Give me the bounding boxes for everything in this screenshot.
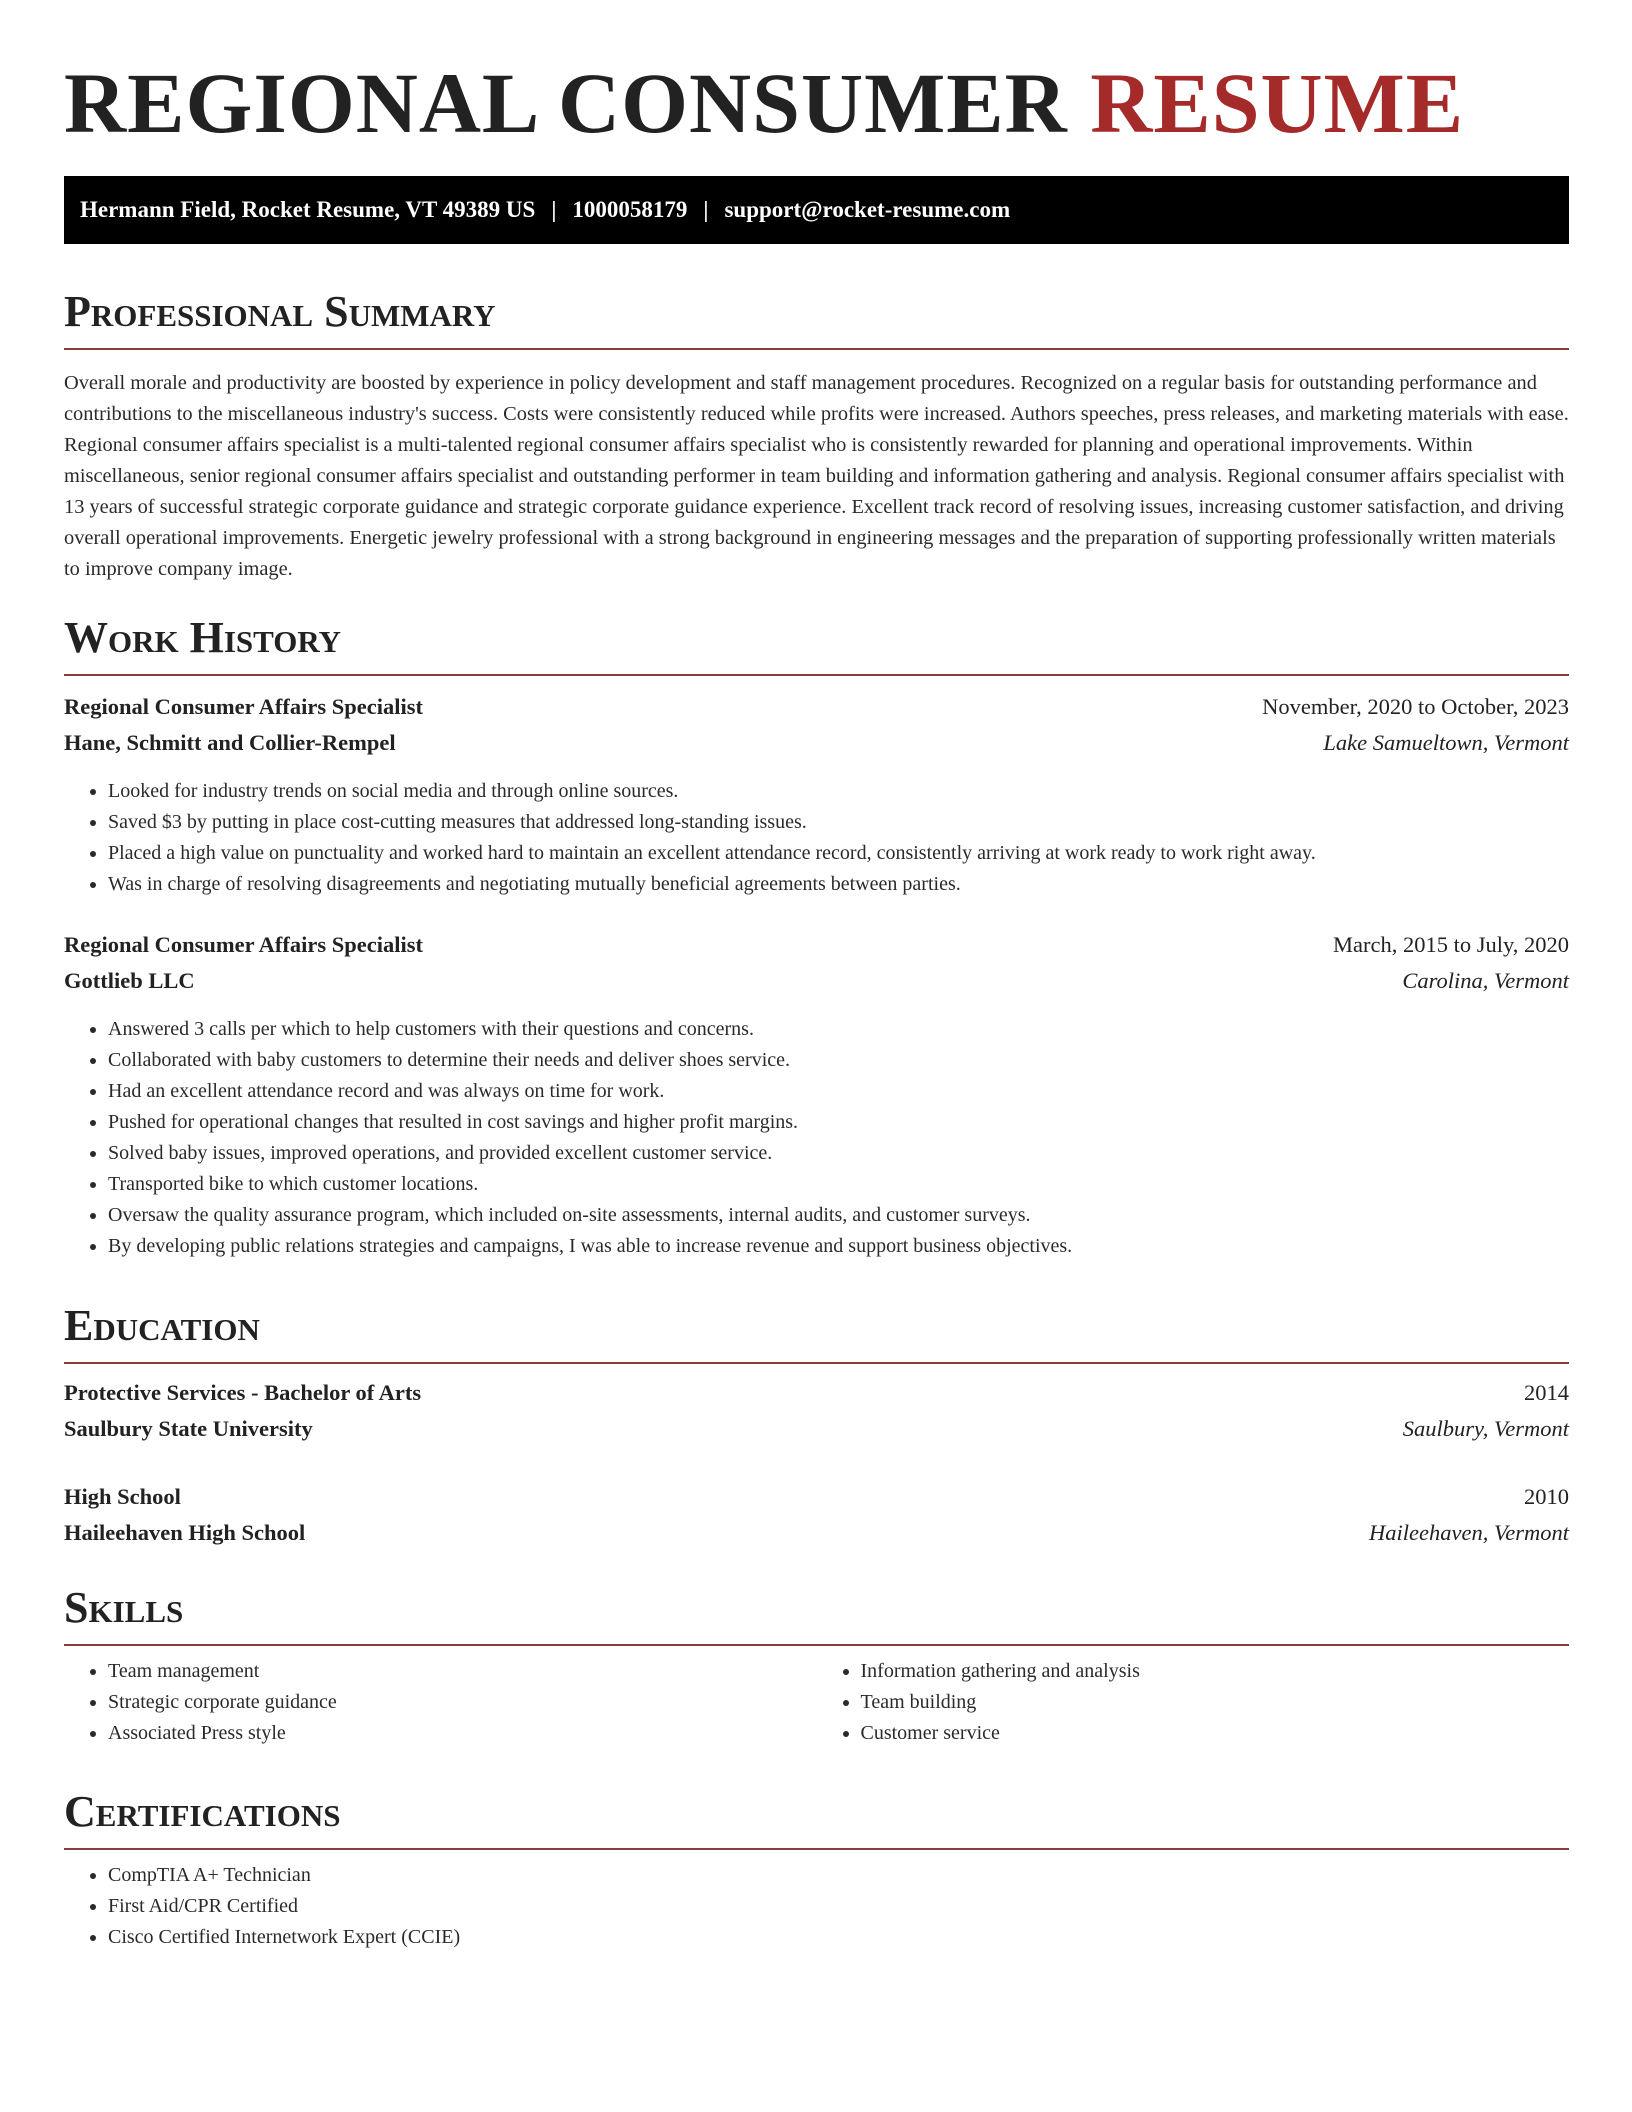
contact-bar	[64, 176, 1569, 244]
job-bullet: • Was in charge of resolving disagreements and negotiating mutually beneficial agreements between parties.	[108, 869, 1569, 900]
job-bullet: • Saved $3 by putting in place cost-cutting measures that addressed long-standing issues.	[108, 807, 1569, 838]
title-main: REGIONAL CONSUMER	[64, 55, 1068, 151]
job-location: Lake Samueltown, Vermont	[1323, 730, 1569, 755]
job-dates: November, 2020 to October, 2023	[1262, 694, 1569, 719]
job-bullet: • By developing public relations strategies and campaigns, I was able to increase revenue and support business objectives.	[108, 1231, 1569, 1262]
job-entry	[64, 932, 1569, 1262]
job-company-row	[64, 730, 1569, 766]
job-dates: March, 2015 to July, 2020	[1332, 932, 1569, 957]
job-bullets	[64, 1014, 1569, 1262]
job-company: Hane, Schmitt and Collier-Rempel	[64, 730, 396, 755]
contact-address: Hermann Field, Rocket Resume, VT 49389 US	[80, 197, 536, 222]
education-entry	[64, 1380, 1569, 1452]
education-year: 2014	[1524, 1380, 1569, 1405]
contact-separator: |	[703, 197, 709, 222]
job-title: Regional Consumer Affairs Specialist	[64, 932, 423, 957]
education-school-row	[64, 1520, 1569, 1556]
work-history-section	[64, 612, 1569, 1262]
job-bullet: • Collaborated with baby customers to determine their needs and deliver shoes service.	[108, 1045, 1569, 1076]
job-bullet: • Pushed for operational changes that resulted in cost savings and higher profit margins.	[108, 1107, 1569, 1138]
summary-section	[64, 286, 1569, 585]
education-year: 2010	[1524, 1484, 1569, 1509]
skill-item: • Team management	[108, 1656, 817, 1687]
contact-separator: |	[551, 197, 557, 222]
job-bullet: • Looked for industry trends on social media and through online sources.	[108, 776, 1569, 807]
skills-section	[64, 1582, 1569, 1749]
contact-phone[interactable]: 1000058179	[572, 197, 688, 222]
education-school-row	[64, 1416, 1569, 1452]
job-header-row	[64, 694, 1569, 730]
summary-heading: Professional Summary	[64, 286, 1569, 350]
education-degree-row	[64, 1484, 1569, 1520]
education-heading: Education	[64, 1300, 1569, 1364]
education-degree: Protective Services - Bachelor of Arts	[64, 1380, 422, 1405]
title-accent: RESUME	[1090, 55, 1465, 151]
skill-item: • Team building	[861, 1687, 1570, 1718]
certification-item: • First Aid/CPR Certified	[108, 1891, 1569, 1922]
skills-list-right	[817, 1656, 1570, 1749]
skill-item: • Information gathering and analysis	[861, 1656, 1570, 1687]
skill-item: • Associated Press style	[108, 1718, 817, 1749]
education-school: Saulbury State University	[64, 1416, 313, 1441]
skills-list-left	[64, 1656, 817, 1749]
skills-grid	[64, 1646, 1569, 1749]
job-bullets	[64, 776, 1569, 900]
resume-title	[64, 52, 1464, 154]
work-history-heading: Work History	[64, 612, 1569, 676]
job-title: Regional Consumer Affairs Specialist	[64, 694, 423, 719]
contact-email[interactable]: support@rocket-resume.com	[724, 197, 1011, 222]
summary-text: Overall morale and productivity are boosted by experience in policy development and staff management procedures. Recognized on a regular basis for outstanding performance and contributions to the miscellaneous industry's success. Costs were consistently reduced while profits were increased. Authors speeches, press releases, and marketing materials with ease. Regional consumer affairs specialist is a multi-talented regional consumer affairs specialist who is consistently rewarded for planning and operational improvements. Within miscellaneous, senior regional consumer affairs specialist and outstanding performer in team building and information gathering and analysis. Regional consumer affairs specialist with 13 years of successful strategic corporate guidance and strategic corporate guidance experience. Excellent track record of resolving issues, increasing customer satisfaction, and driving overall operational improvements. Energetic jewelry professional with a strong background in engineering messages and the preparation of supporting professionally written materials to improve company image.	[64, 372, 1569, 580]
job-company: Gottlieb LLC	[64, 968, 195, 993]
job-bullet: • Solved baby issues, improved operations, and provided excellent customer service.	[108, 1138, 1569, 1169]
certifications-section	[64, 1786, 1569, 1953]
education-degree: High School	[64, 1484, 181, 1509]
job-bullet: • Answered 3 calls per which to help customers with their questions and concerns.	[108, 1014, 1569, 1045]
certification-item: • CompTIA A+ Technician	[108, 1860, 1569, 1891]
job-company-row	[64, 968, 1569, 1004]
skills-heading: Skills	[64, 1582, 1569, 1646]
skill-item: • Strategic corporate guidance	[108, 1687, 817, 1718]
education-school: Haileehaven High School	[64, 1520, 306, 1545]
education-location: Haileehaven, Vermont	[1369, 1520, 1569, 1545]
job-header-row	[64, 932, 1569, 968]
job-bullet: • Had an excellent attendance record and was always on time for work.	[108, 1076, 1569, 1107]
certification-item: • Cisco Certified Internetwork Expert (CCIE)	[108, 1922, 1569, 1953]
job-bullet: • Placed a high value on punctuality and worked hard to maintain an excellent attendance record, consistently arriving at work ready to work right away.	[108, 838, 1569, 869]
education-location: Saulbury, Vermont	[1402, 1416, 1569, 1441]
job-bullet: • Oversaw the quality assurance program, which included on-site assessments, internal audits, and customer surveys.	[108, 1200, 1569, 1231]
job-entry	[64, 694, 1569, 900]
job-location: Carolina, Vermont	[1402, 968, 1569, 993]
skill-item: • Customer service	[861, 1718, 1570, 1749]
certifications-list	[64, 1860, 1569, 1953]
education-entry	[64, 1484, 1569, 1556]
job-bullet: • Transported bike to which customer locations.	[108, 1169, 1569, 1200]
education-section	[64, 1300, 1569, 1556]
education-degree-row	[64, 1380, 1569, 1416]
certifications-heading: Certifications	[64, 1786, 1569, 1850]
